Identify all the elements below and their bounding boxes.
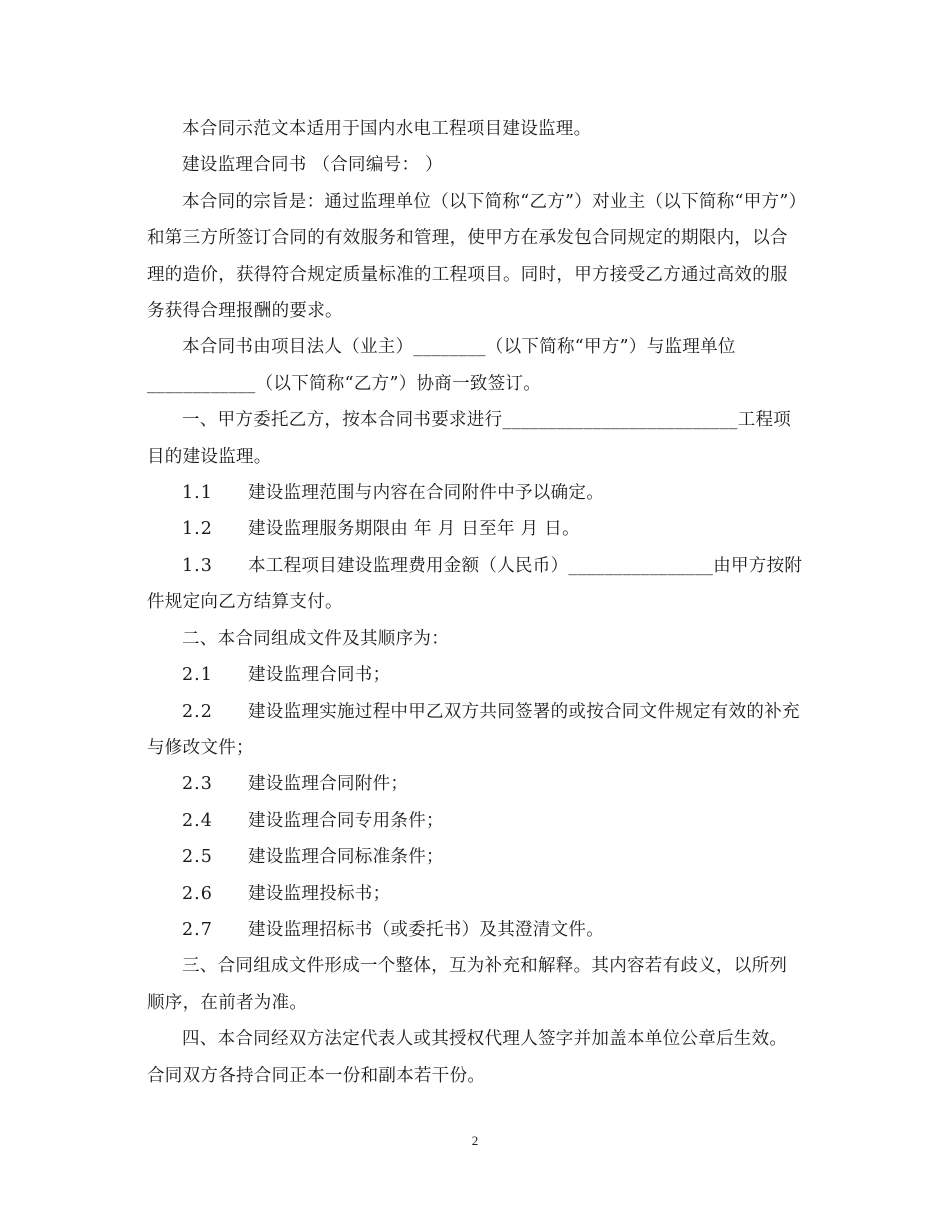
clause-number: 2.4 (182, 810, 213, 831)
clause-2-4 (147, 803, 803, 839)
clause-text: 建设监理合同专用条件； (248, 810, 444, 831)
clause-1-3 (147, 548, 803, 621)
clause-number: 2.5 (182, 847, 213, 868)
clause-2-7 (147, 912, 803, 948)
clause-2-3 (147, 766, 803, 802)
paragraph-parties: 本合同书由项目法人（业主）________（以下简称“甲方”）与监理单位____________（以下简称“乙方”）协商一致签订。 (147, 337, 736, 394)
clause-2-1 (147, 657, 803, 693)
paragraph-contract-title: 建设监理合同书 （合同编号： ） (182, 155, 443, 176)
clause-text: 建设监理投标书； (248, 883, 391, 904)
clause-text: 本工程项目建设监理费用金额（人民币）________________由甲方按附件规定向乙方结算支付。 (147, 555, 803, 613)
page-number: 2 (471, 1133, 479, 1148)
clause-2-2 (147, 694, 803, 767)
clause-1-2 (147, 511, 803, 547)
paragraph-purpose: 本合同的宗旨是：通过监理单位（以下简称“乙方”）对业主（以下简称“甲方”）和第三方所签订合同的有效服务和管理，使甲方在承发包合同规定的期限内，以合理的造价，获得符合规定质量标准的工程项目。同时，甲方接受乙方通过高效的服务获得合理报酬的要求。 (147, 191, 798, 322)
clause-2-5 (147, 839, 803, 875)
clause-number: 2.6 (182, 883, 213, 904)
clause-text: 建设监理合同附件； (248, 774, 409, 795)
clause-number: 1.2 (182, 519, 213, 540)
clause-3: 三、合同组成文件形成一个整体，互为补充和解释。其内容若有歧义，以所列顺序，在前者为准。 (147, 956, 788, 1013)
clause-text: 建设监理招标书（或委托书）及其澄清文件。 (248, 919, 604, 940)
clause-text: 建设监理合同标准条件； (248, 847, 444, 868)
clause-text: 建设监理合同书； (248, 665, 391, 686)
clause-number: 2.1 (182, 665, 213, 686)
clause-text: 建设监理实施过程中甲乙双方共同签署的或按合同文件规定有效的补充与修改文件； (147, 701, 800, 758)
clause-text: 建设监理服务期限由 年 月 日至年 月 日。 (248, 519, 580, 540)
document-body (147, 111, 803, 1094)
clause-number: 2.2 (182, 701, 213, 722)
clause-1-1 (147, 475, 803, 511)
clause-number: 2.3 (182, 774, 213, 795)
clause-2: 二、本合同组成文件及其顺序为： (182, 628, 449, 649)
clause-1: 一、甲方委托乙方，按本合同书要求进行__________________________工程项目的建设监理。 (147, 410, 792, 467)
clause-number: 1.1 (182, 483, 213, 504)
paragraph-applicability: 本合同示范文本适用于国内水电工程项目建设监理。 (182, 119, 592, 139)
clause-number: 2.7 (182, 919, 213, 940)
clause-text: 建设监理范围与内容在合同附件中予以确定。 (248, 483, 604, 504)
clause-number: 1.3 (182, 555, 213, 576)
clause-4: 四、本合同经双方法定代表人或其授权代理人签字并加盖本单位公章后生效。合同双方各持合同正本一份和副本若干份。 (147, 1029, 788, 1086)
clause-2-6 (147, 876, 803, 912)
